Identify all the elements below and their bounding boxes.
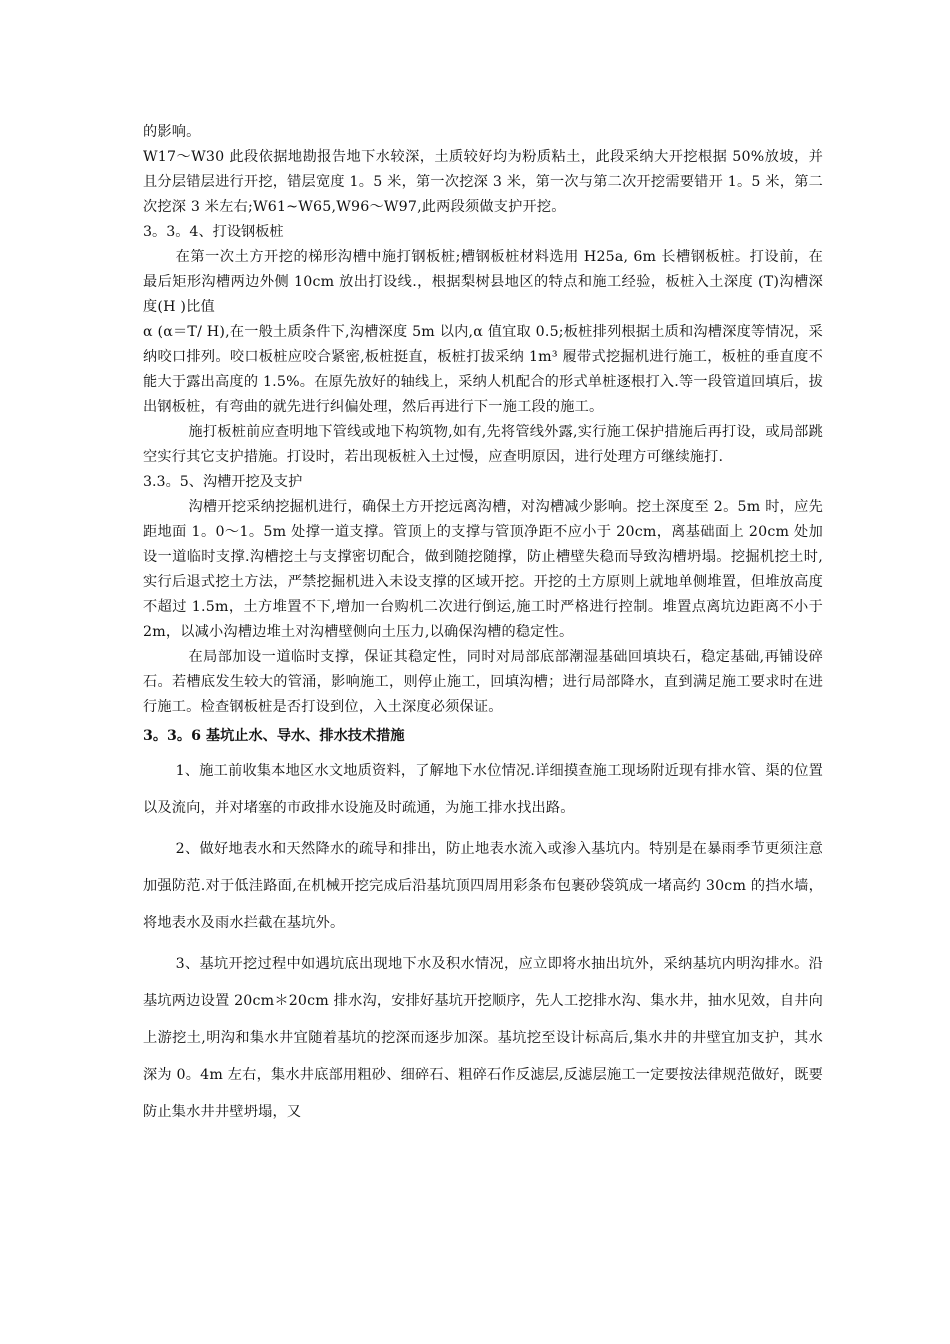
section-heading-bold: 3。3。6 基坑止水、导水、排水技术措施 [143, 728, 405, 744]
paragraph: α (α＝T/ H),在一般土质条件下,沟槽深度 5m 以内,α 值宜取 0.5;板桩排列根据土质和沟槽深度等情况，采纳咬口排列。咬口板桩应咬合紧密,板桩挺直，板桩打拔采纳 1m³ 履带式挖掘机进行施工，板桩的垂直度不能大于露出高度的 1.5%。在原先放好的轴线上，采纳人机配合的形式单桩逐根打入.等一段管道回填后，拔出钢板桩，有弯曲的就先进行纠偏处理，然后再进行下一施工段的施工。 [143, 324, 823, 415]
paragraph: W17～W30 此段依据地勘报告地下水较深，土质较好均为粉质粘土，此段采纳大开挖根据 50%放坡，并且分层错层进行开挖，错层宽度 1。5 米，第一次挖深 3 米，第一次与第二次开挖需要错开 1。5 米，第二次挖深 3 米左右;W61~W65,W96～W97,此两段须做支护开挖。 [143, 149, 823, 215]
paragraph: 在第一次土方开挖的梯形沟槽中施打钢板桩;槽钢板桩材料选用 H25a, 6m 长槽钢板桩。打设前，在最后矩形沟槽两边外侧 10cm 放出打设线.，根据梨树县地区的特点和施工经验，板桩入土深度 (T)沟槽深度(H )比值 [143, 249, 823, 315]
paragraph: 3、基坑开挖过程中如遇坑底出现地下水及积水情况，应立即将水抽出坑外，采纳基坑内明沟排水。沿基坑两边设置 20cm＊20cm 排水沟，安排好基坑开挖顺序，先人工挖排水沟、集水井，抽水见效，自井向上游挖土,明沟和集水井宜随着基坑的挖深而逐步加深。基坑挖至设计标高后,集水井的井壁宜加支护，其水深为 0。4m 左右，集水井底部用粗砂、细碎石、粗碎石作反滤层,反滤层施工一定要按法律规范做好，既要防止集水井井壁坍塌，又 [143, 956, 823, 1120]
section-heading: 3。3。4、打设钢板桩 [143, 224, 284, 240]
paragraph: 2、做好地表水和天然降水的疏导和排出，防止地表水流入或渗入基坑内。特别是在暴雨季节更须注意加强防范.对于低洼路面,在机械开挖完成后沿基坑顶四周用彩条布包裹砂袋筑成一堵高约 30cm 的挡水墙，将地表水及雨水拦截在基坑外。 [143, 841, 823, 931]
paragraph: 的影响。 [143, 124, 201, 140]
paragraph: 沟槽开挖采纳挖掘机进行，确保土方开挖远离沟槽，对沟槽减少影响。挖土深度至 2。5m 时，应先距地面 1。0～1。5m 处撑一道支撑。管顶上的支撑与管顶净距不应小于 20cm，离基础面上 20cm 处加设一道临时支撑.沟槽挖土与支撑密切配合，做到随挖随撑，防止槽壁失稳而导致沟槽坍塌。挖掘机挖土时,实行后退式挖土方法，严禁挖掘机进入未设支撑的区域开挖。开挖的土方原则上就地单侧堆置，但堆放高度不超过 1.5m，土方堆置不下,增加一台购机二次进行倒运,施工时严格进行控制。堆置点离坑边距离不小于 2m，以减小沟槽边堆土对沟槽壁侧向土压力,以确保沟槽的稳定性。 [143, 499, 823, 640]
paragraph: 在局部加设一道临时支撑，保证其稳定性，同时对局部底部潮湿基础回填块石，稳定基础,再铺设碎石。若槽底发生较大的管涌，影响施工，则停止施工，回填沟槽；进行局部降水，直到满足施工要求时在进行施工。检查钢板桩是否打设到位，入土深度必须保证。 [143, 649, 823, 715]
paragraph: 施打板桩前应查明地下管线或地下构筑物,如有,先将管线外露,实行施工保护措施后再打设，或局部跳空实行其它支护措施。打设时，若出现板桩入土过慢，应查明原因，进行处理方可继续施打. [143, 424, 823, 465]
document-body [143, 120, 823, 1131]
paragraph: 1、施工前收集本地区水文地质资料，了解地下水位情况.详细摸查施工现场附近现有排水管、渠的位置以及流向，并对堵塞的市政排水设施及时疏通，为施工排水找出路。 [143, 763, 823, 816]
section-heading: 3.3。5、沟槽开挖及支护 [143, 474, 303, 490]
